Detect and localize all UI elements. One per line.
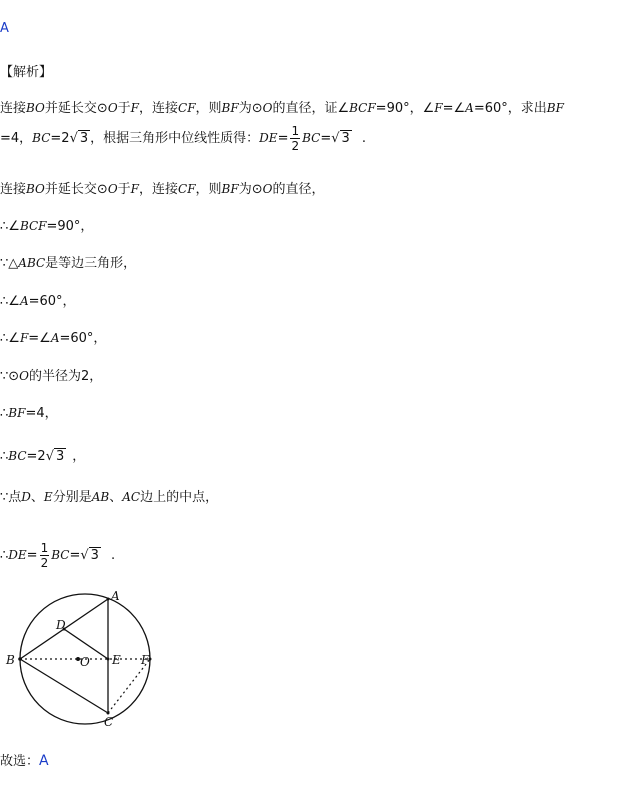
final-answer-value: A [39, 753, 49, 769]
label-o: O [80, 655, 90, 669]
analysis-line-1: 连接BO并延长交⊙O于F，连接CF，则BF为⊙O的直径，证∠BCF=90°，∠F=∠A=60°，求出BF [0, 101, 564, 116]
step-9: ∵点D、E分别是AB、AC边上的中点， [0, 490, 219, 505]
label-d: D [56, 618, 66, 632]
sqrt-symbol: √ 3 [331, 131, 350, 146]
step-7: ∴BF=4， [0, 406, 58, 421]
step-8: ∴BC=2√ 3 ， [0, 449, 86, 464]
final-answer-label: 故选： [0, 754, 40, 769]
answer-top-text: A [0, 21, 9, 36]
step-6: ∵⊙O的半径为2， [0, 369, 103, 384]
answer-top [0, 20, 9, 38]
label-e: E [112, 653, 121, 667]
point-b [18, 657, 22, 661]
sqrt-symbol: √ 3 [80, 548, 99, 563]
label-f: F [141, 653, 150, 667]
fraction: $\frac{1}{2}$ [40, 541, 49, 570]
point-e [107, 658, 110, 661]
step-10: ∴DE= $\frac{1}{2}$ BC=√ 3 . [0, 541, 116, 570]
geometry-figure [0, 588, 170, 728]
label-a: A [111, 589, 120, 603]
label-b: B [6, 653, 15, 667]
segment-bc [20, 659, 108, 713]
label-c: C [104, 715, 114, 728]
point-a [107, 598, 110, 601]
analysis-line-2: =4，BC=2√ 3 ，根据三角形中位线性质得：DE= $\frac{1}{2}$ BC=√ 3 . [0, 124, 366, 153]
sqrt-symbol: √ 3 [69, 131, 89, 146]
analysis-heading [0, 64, 52, 82]
final-answer [0, 752, 49, 771]
heading-text: 【解析】 [0, 65, 53, 80]
step-1: 连接BO并延长交⊙O于F，连接CF，则BF为⊙O的直径， [0, 182, 325, 197]
step-3: ∵△ABC是等边三角形， [0, 256, 137, 271]
sqrt-symbol: √ 3 [45, 449, 65, 464]
step-4: ∴∠A=60°， [0, 294, 76, 309]
fraction: $\frac{1}{2}$ [291, 124, 300, 153]
step-2: ∴∠BCF=90°， [0, 219, 94, 234]
step-5: ∴∠F=∠A=60°， [0, 331, 107, 346]
